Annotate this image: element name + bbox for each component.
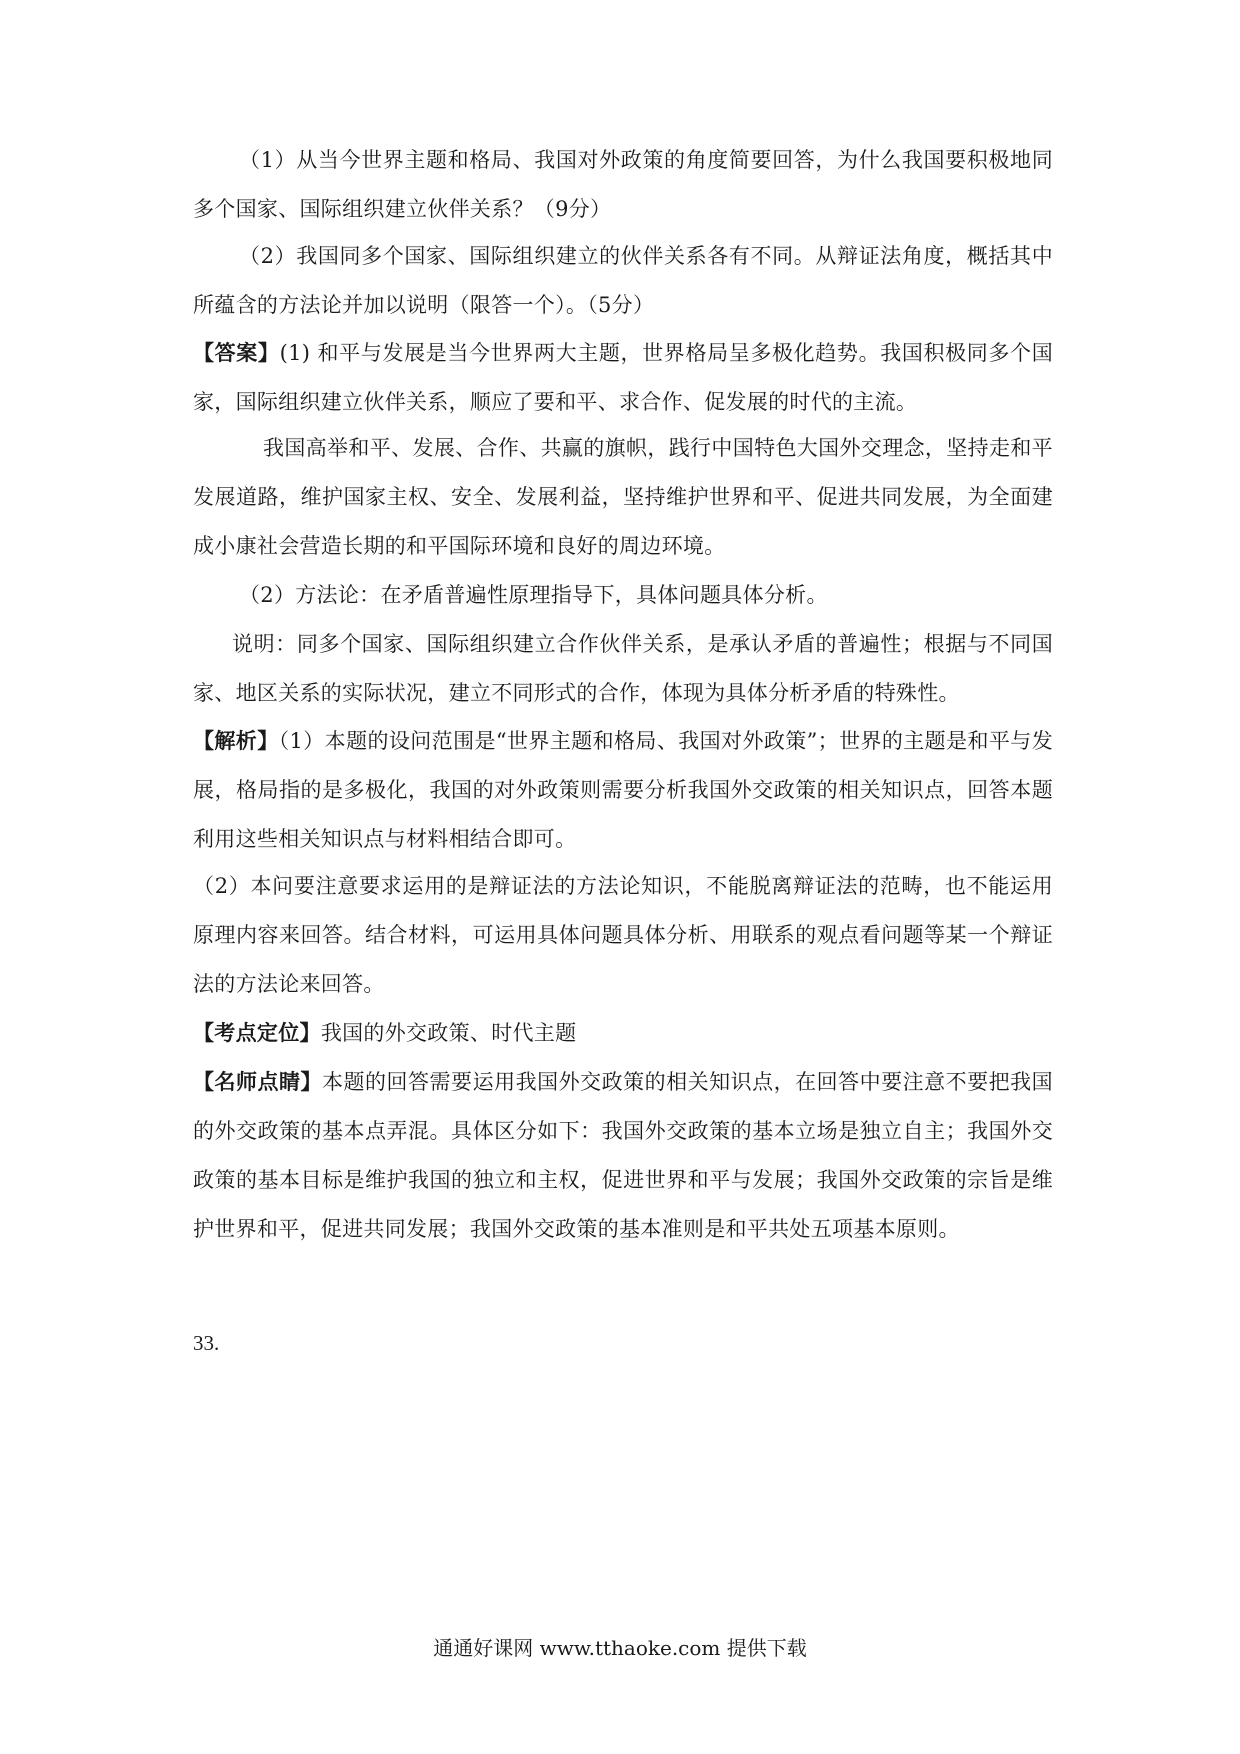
teacher-note-text: 本题的回答需要运用我国外交政策的相关知识点，在回答中要注意不要把我国的外交政策的基本点弄混。具体区分如下：我国外交政策的基本立场是独立自主；我国外交政策的基本目标是维护我国的独立和主权，促进世界和平与发展；我国外交政策的宗旨是维护世界和平，促进共同发展；我国外交政策的基本准则是和平共处五项基本原则。 (193, 1070, 1053, 1241)
page-footer: 通通好课网 www.tthaoke.com 提供下载 (433, 1636, 807, 1660)
key-point-text: 我国的外交政策、时代主题 (320, 1021, 577, 1045)
answer-part-1 (193, 328, 1053, 427)
teacher-note (193, 1057, 1053, 1254)
key-point-label: 【考点定位】 (193, 1020, 321, 1045)
analysis-part-1 (193, 716, 1053, 864)
question-part-2: （2）我国同多个国家、国际组织建立的伙伴关系各有不同。从辩证法角度，概括其中所蕴含的方法论并加以说明（限答一个）。（5分） (193, 244, 1053, 317)
question-part-1: （1）从当今世界主题和格局、我国对外政策的角度简要回答，为什么我国要积极地同多个国家、国际组织建立伙伴关系？（9分） (193, 148, 1053, 221)
key-point (193, 1008, 1053, 1058)
answer-part-2-method: （2）方法论：在矛盾普遍性原理指导下，具体问题具体分析。 (239, 583, 828, 607)
answer-part-1-continued: 我国高举和平、发展、合作、共赢的旗帜，践行中国特色大国外交理念，坚持走和平发展道路，维护国家主权、安全、发展利益，坚持维护世界和平、促进共同发展，为全面建成小康社会营造长期的和平国际环境和良好的周边环境。 (193, 436, 1053, 558)
analysis-label: 【解析】 (193, 728, 279, 753)
analysis-part-2: （2）本问要注意要求运用的是辩证法的方法论知识，不能脱离辩证法的范畴，也不能运用原理内容来回答。结合材料，可运用具体问题具体分析、用联系的观点看问题等某一个辩证法的方法论来回答。 (193, 874, 1053, 996)
next-question-number: 33. (193, 1331, 220, 1355)
answer-part-1-text: (1) 和平与发展是当今世界两大主题，世界格局呈多极化趋势。我国积极同多个国家，国际组织建立伙伴关系，顺应了要和平、求合作、促发展的时代的主流。 (193, 341, 1054, 414)
analysis-part-1-text: （1）本题的设问范围是“世界主题和格局、我国对外政策”；世界的主题是和平与发展，格局指的是多极化，我国的对外政策则需要分析我国外交政策的相关知识点，回答本题利用这些相关知识点与材料相结合即可。 (193, 729, 1053, 851)
answer-label: 【答案】 (193, 340, 280, 365)
teacher-note-label: 【名师点睛】 (193, 1069, 323, 1094)
answer-part-2-explanation: 说明：同多个国家、国际组织建立合作伙伴关系，是承认矛盾的普遍性；根据与不同国家、地区关系的实际状况，建立不同形式的合作，体现为具体分析矛盾的特殊性。 (193, 632, 1053, 705)
